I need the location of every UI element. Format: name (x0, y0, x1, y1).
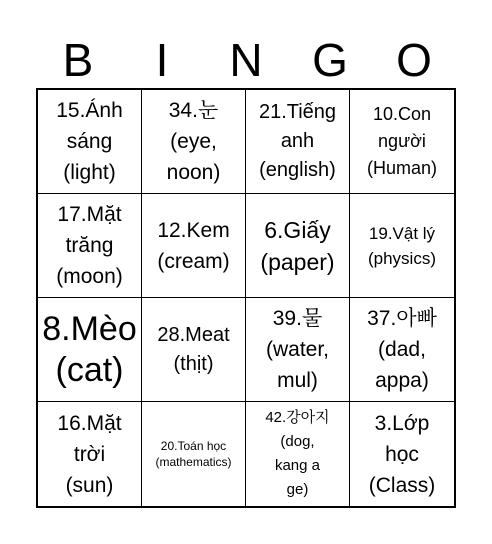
header-letter-i: I (155, 34, 169, 86)
bingo-cell[interactable] (246, 402, 350, 506)
bingo-cell[interactable] (38, 90, 142, 194)
cell-text: 37.아빠 (dad, appa) (367, 307, 437, 392)
bingo-cell[interactable] (246, 90, 350, 194)
cell-text: 17.Mặt trăng (moon) (56, 203, 123, 288)
header-letter-n: N (229, 34, 263, 86)
cell-text: 34.눈 (eye, noon) (166, 99, 221, 184)
bingo-cell[interactable] (350, 402, 454, 506)
bingo-cell[interactable] (350, 194, 454, 298)
header-letter-o: O (396, 34, 432, 86)
header-letter-g: G (312, 34, 348, 86)
cell-text: 8.Mèo (cat) (42, 309, 137, 389)
bingo-cell[interactable] (350, 90, 454, 194)
bingo-cell[interactable] (38, 298, 142, 402)
bingo-cell[interactable] (142, 194, 246, 298)
cell-text: 42.강아지 (dog, kang a ge) (265, 409, 330, 498)
cell-text: 16.Mặt trời (sun) (57, 411, 122, 497)
bingo-cell[interactable] (38, 402, 142, 506)
cell-text: 39.물 (water, mul) (265, 307, 330, 392)
bingo-cell[interactable] (246, 298, 350, 402)
cell-text: 6.Giấy (paper) (260, 216, 335, 275)
bingo-cell[interactable] (142, 402, 246, 506)
bingo-cell[interactable] (350, 298, 454, 402)
cell-text: 15.Ánh sáng (light) (56, 99, 123, 184)
bingo-cell[interactable] (142, 90, 246, 194)
bingo-board (36, 88, 456, 508)
bingo-cell[interactable] (246, 194, 350, 298)
cell-text: 20.Toán học (mathematics) (155, 439, 232, 469)
cell-text: 10.Con người (Human) (366, 104, 437, 178)
header-letter-b: B (62, 34, 94, 86)
bingo-cell[interactable] (38, 194, 142, 298)
cell-text: 12.Kem (cream) (157, 218, 230, 273)
cell-text: 19.Vật lý (physics) (367, 223, 436, 268)
cell-text: 28.Meat (thịt) (157, 323, 230, 375)
bingo-header (36, 30, 456, 86)
cell-text: 21.Tiếng anh (english) (258, 101, 337, 181)
cell-text: 3.Lớp học (Class) (368, 411, 436, 497)
bingo-cell[interactable] (142, 298, 246, 402)
